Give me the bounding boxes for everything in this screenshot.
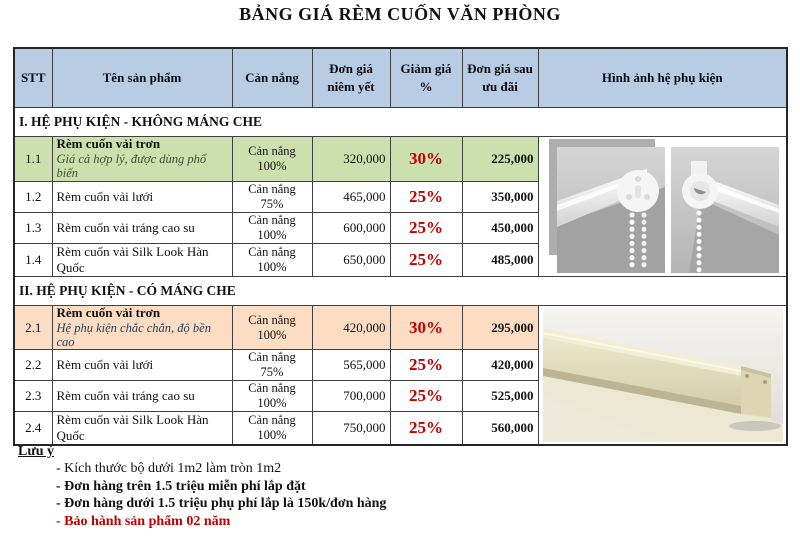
row-stt: 1.2 <box>14 181 52 212</box>
table-header-row <box>14 48 787 108</box>
row-sun-block: Cản nắng 100% <box>232 305 312 350</box>
row-sun-block: Cản nắng 100% <box>232 243 312 276</box>
row-final-price: 525,000 <box>462 381 538 412</box>
row-list-price: 565,000 <box>312 350 390 381</box>
notes-section <box>18 444 778 530</box>
header-final-price: Đơn giá sau ưu đãi <box>462 48 538 108</box>
row-stt: 2.4 <box>14 412 52 446</box>
product-name: Rèm cuốn vải tráng cao su <box>52 381 232 412</box>
row-discount: 25% <box>390 243 462 276</box>
product-name: Rèm cuốn vải Silk Look Hàn Quốc <box>52 412 232 446</box>
section-2-header <box>14 276 787 305</box>
product-name: Rèm cuốn vải trơn <box>56 305 161 320</box>
note-item: - Đơn hàng dưới 1.5 triệu phụ phí lắp là 150k/đơn hàng <box>56 496 387 511</box>
row-discount: 25% <box>390 381 462 412</box>
section-2-accessory-photo <box>538 305 787 445</box>
row-list-price: 650,000 <box>312 243 390 276</box>
row-list-price: 420,000 <box>312 305 390 350</box>
row-list-price: 320,000 <box>312 137 390 182</box>
row-final-price: 350,000 <box>462 181 538 212</box>
row-discount: 25% <box>390 412 462 446</box>
product-name: Rèm cuốn vải tráng cao su <box>52 212 232 243</box>
row-final-price: 225,000 <box>462 137 538 182</box>
price-table <box>13 47 788 446</box>
row-discount: 30% <box>390 137 462 182</box>
row-sun-block: Cản nắng 75% <box>232 350 312 381</box>
table-row <box>14 305 787 350</box>
header-stt: STT <box>14 48 52 108</box>
row-final-price: 485,000 <box>462 243 538 276</box>
row-product <box>52 305 232 350</box>
row-stt: 2.3 <box>14 381 52 412</box>
section-1-accessory-photo <box>538 137 787 277</box>
row-sun-block: Cản nắng 75% <box>232 181 312 212</box>
row-product <box>52 137 232 182</box>
product-name: Rèm cuốn vải lưới <box>52 350 232 381</box>
row-sun-block: Cản nắng 100% <box>232 412 312 446</box>
row-list-price: 750,000 <box>312 412 390 446</box>
header-sun-block: Cản nắng <box>232 48 312 108</box>
section-1-header <box>14 108 787 137</box>
header-discount: Giảm giá % <box>390 48 462 108</box>
row-stt: 2.2 <box>14 350 52 381</box>
product-name: Rèm cuốn vải Silk Look Hàn Quốc <box>52 243 232 276</box>
row-list-price: 600,000 <box>312 212 390 243</box>
table-row <box>14 137 787 182</box>
roller-blind-mechanism-image <box>543 139 783 273</box>
row-sun-block: Cản nắng 100% <box>232 212 312 243</box>
header-accessory-image: Hình ảnh hệ phụ kiện <box>538 48 787 108</box>
row-sun-block: Cản nắng 100% <box>232 381 312 412</box>
header-list-price: Đơn giá niêm yết <box>312 48 390 108</box>
product-name: Rèm cuốn vải lưới <box>52 181 232 212</box>
row-stt: 2.1 <box>14 305 52 350</box>
row-list-price: 700,000 <box>312 381 390 412</box>
row-discount: 25% <box>390 350 462 381</box>
note-item-warranty: - Bảo hành sản phẩm 02 năm <box>56 513 231 529</box>
product-subtitle: Hệ phụ kiện chắc chắn, độ bền cao <box>56 320 211 349</box>
row-discount: 25% <box>390 212 462 243</box>
header-product-name: Tên sản phẩm <box>52 48 232 108</box>
row-stt: 1.4 <box>14 243 52 276</box>
cassette-box-image <box>543 308 783 442</box>
row-stt: 1.3 <box>14 212 52 243</box>
row-discount: 25% <box>390 181 462 212</box>
page-title: BẢNG GIÁ RÈM CUỐN VĂN PHÒNG <box>239 4 561 24</box>
row-final-price: 450,000 <box>462 212 538 243</box>
note-item: - Kích thước bộ dưới 1m2 làm tròn 1m2 <box>56 461 282 476</box>
notes-title: Lưu ý <box>18 444 55 459</box>
product-subtitle: Giá cả hợp lý, được dùng phổ biến <box>56 151 207 181</box>
note-item: - Đơn hàng trên 1.5 triệu miễn phí lắp đặt <box>56 478 306 494</box>
row-final-price: 560,000 <box>462 412 538 446</box>
row-discount: 30% <box>390 305 462 350</box>
row-final-price: 295,000 <box>462 305 538 350</box>
product-name: Rèm cuốn vải trơn <box>56 136 161 151</box>
row-final-price: 420,000 <box>462 350 538 381</box>
section-1-title: I. HỆ PHỤ KIỆN - KHÔNG MÁNG CHE <box>14 108 787 137</box>
row-sun-block: Cản nắng 100% <box>232 137 312 182</box>
section-2-title: II. HỆ PHỤ KIỆN - CÓ MÁNG CHE <box>14 276 787 305</box>
row-stt: 1.1 <box>14 137 52 182</box>
row-list-price: 465,000 <box>312 181 390 212</box>
